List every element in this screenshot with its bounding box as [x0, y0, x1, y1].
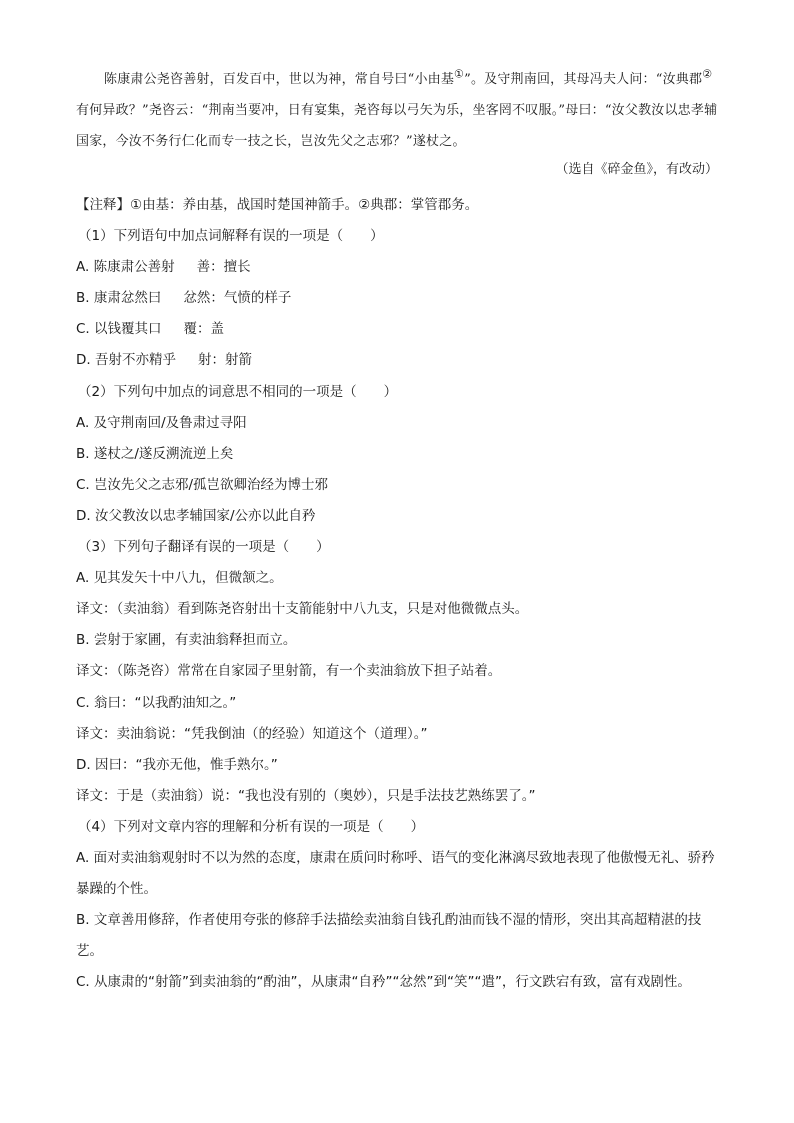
question-2-stem: （2）下列句中加点的词意思不相同的一项是（ ） [78, 383, 398, 400]
question-3-stem: （3）下列句子翻译有误的一项是（ ） [78, 539, 330, 556]
question-2-option-b: B. 遂杖之/遂反溯流逆上矣 [76, 445, 234, 462]
question-1-stem: （1）下列语句中加点词解释有误的一项是（ ） [78, 228, 384, 245]
question-1-option-b [76, 283, 720, 314]
question-3-translation-d: 译文：于是（卖油翁）说：“我也没有别的（奥妙），只是手法技艺熟练罢了。” [76, 787, 536, 804]
question-4-option-b: B. 文章善用修辞，作者使用夸张的修辞手法描绘卖油翁自钱孔酌油而钱不湿的情形，突出其高超精湛的技艺。 [76, 912, 702, 960]
passage-text-2: ”。及守荆南回，其母冯夫人问：“汝典郡 [464, 72, 703, 87]
question-4-option-c: C. 从康肃的“射箭”到卖油翁的“酌油”，从康肃“自矜”“忿然”到“笑”“遣”，行文跌宕有致，富有戏剧性。 [76, 974, 691, 991]
option-gloss: 忿然：气愤的样子 [183, 290, 292, 307]
question-3-translation-b: 译文：（陈尧咨）常常在自家园子里射箭，有一个卖油翁放下担子站着。 [76, 663, 502, 680]
question-4-option-a: A. 面对卖油翁观射时不以为然的态度，康肃在质问时称呼、语气的变化淋漓尽致地表现了他傲慢无礼、骄矜暴躁的个性。 [76, 849, 715, 898]
question-2-option-d: D. 汝父教汝以忠孝辅国家/公亦以此自矜 [76, 507, 316, 524]
question-3-option-a: A. 见其发矢十中八九，但微颔之。 [76, 570, 283, 587]
question-2-option-c: C. 岂汝先父之志邪/孤岂欲卿治经为博士邪 [76, 476, 329, 493]
question-1-option-c [76, 314, 720, 345]
classical-passage [76, 64, 720, 157]
option-gloss: 射：射箭 [197, 352, 252, 369]
option-gloss: 善：擅长 [196, 259, 251, 276]
option-sentence: B. 康肃忿然曰 [76, 290, 162, 307]
passage-text-3: 有何异政？”尧咨云：“荆南当要冲，日有宴集，尧咨每以弓矢为乐，坐客罔不叹服。”母曰：“汝父教汝以忠孝辅国家，今汝不务行仁化而专一技之长，岂汝先父之志邪？”遂杖之。 [76, 103, 718, 149]
question-4-stem: （4）下列对文章内容的理解和分析有误的一项是（ ） [78, 818, 425, 835]
footnote-marker-2: ② [702, 67, 713, 81]
question-1-option-a [76, 252, 720, 283]
question-3-option-c: C. 翁曰：“以我酌油知之。” [76, 694, 237, 711]
option-sentence: A. 陈康肃公善射 [76, 259, 175, 276]
question-3-translation-a: 译文：（卖油翁）看到陈尧咨射出十支箭能射中八九支，只是对他微微点头。 [76, 601, 529, 618]
question-3-translation-c: 译文：卖油翁说：“凭我倒油（的经验）知道这个（道理）。” [76, 725, 428, 742]
question-3-option-d: D. 因曰：“我亦无他，惟手熟尔。” [76, 756, 278, 773]
annotation-notes: 【注释】①由基：养由基，战国时楚国神箭手。②典郡：掌管郡务。 [76, 197, 479, 213]
question-2-option-a: A. 及守荆南回/及鲁肃过寻阳 [76, 414, 247, 431]
option-sentence: D. 吾射不亦精乎 [76, 352, 176, 369]
question-1-option-d [76, 345, 720, 376]
option-sentence: C. 以钱覆其口 [76, 321, 162, 338]
passage-text-1: 陈康肃公尧咨善射，百发百中，世以为神，常自号曰“小由基 [104, 72, 455, 87]
question-3-option-b: B. 尝射于家圃，有卖油翁释担而立。 [76, 632, 297, 649]
footnote-marker-1: ① [454, 67, 465, 81]
option-gloss: 覆：盖 [183, 321, 225, 338]
questions-section [76, 190, 720, 998]
passage-source: （选自《碎金鱼》，有改动） [555, 162, 718, 177]
